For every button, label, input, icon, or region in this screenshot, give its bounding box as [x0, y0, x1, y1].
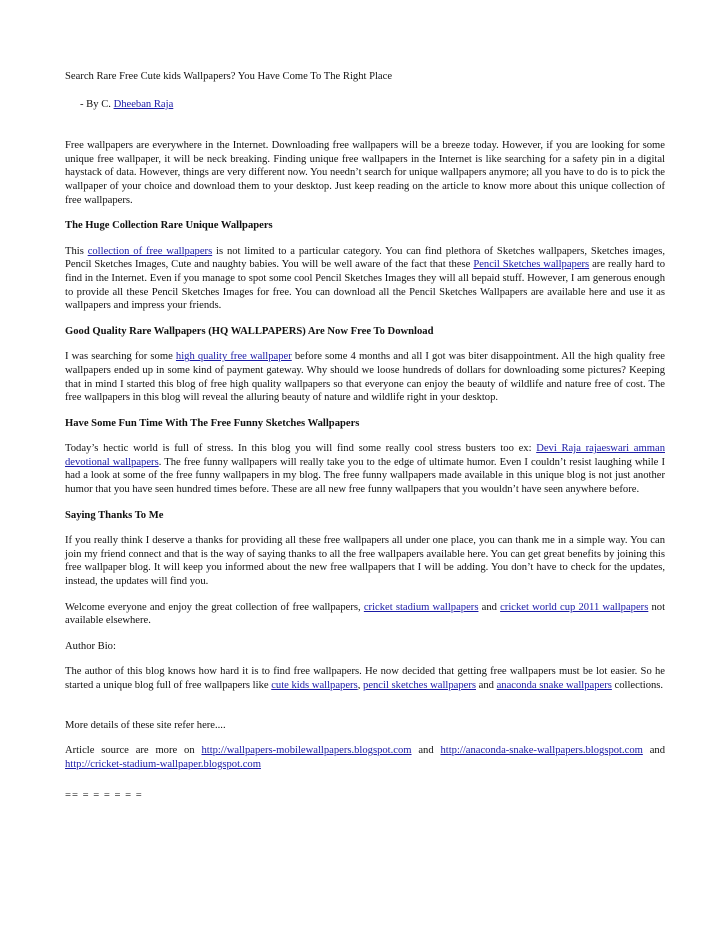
source-link-mobile[interactable]: http://wallpapers-mobilewallpapers.blogspot.com [201, 745, 412, 757]
quality-paragraph [65, 350, 665, 404]
section-heading-funny: Have Some Fun Time With The Free Funny Sketches Wallpapers [65, 417, 360, 429]
anaconda-link[interactable]: anaconda snake wallpapers [496, 680, 612, 691]
text-span: , [357, 680, 364, 691]
source-paragraph [65, 744, 665, 771]
document-title: Search Rare Free Cute kids Wallpapers? You Have Come To The Right Place [65, 71, 393, 82]
text-span: is not limited to a particular category. You can find plethora of Sketches wallpapers, Sketches images, Pencil Sketches Images, Cute and naughty babies. You will be well aware of the fact that these [65, 245, 665, 271]
author-bio-paragraph [65, 665, 665, 692]
welcome-paragraph [65, 601, 665, 628]
intro-paragraph: Free wallpapers are everywhere in the Internet. Downloading free wallpapers will be a breeze today. However, if you are looking for some unique free wallpaper, it will be neck breaking. Finding unique free wallpapers in the Internet is like searching for a safety pin in a digital haystack of data. However, things are very different now. You needn’t search for unique wallpapers anymore; all you have to do is to pick the wallpaper of your choice and download them to your desktop. Just keep reading on the article to know more about this unique collection of free wallpapers. [65, 140, 665, 206]
high-quality-link[interactable]: high quality free wallpaper [175, 351, 292, 363]
funny-paragraph [65, 442, 665, 496]
source-link-cricket[interactable]: http://cricket-stadium-wallpaper.blogspot.com [65, 758, 261, 770]
spacer [65, 705, 665, 719]
collection-paragraph [65, 245, 665, 313]
more-details: More details of these site refer here.... [65, 719, 226, 731]
text-span: . The free funny wallpapers will really take you to the edge of ultimate humor. Even I couldn’t resist laughing while I had a look at some of the free funny wallpapers in my blog. The free funny wallpapers made available in this unique blog is not just another humor that you have seen hundred times before. These are all new free funny wallpapers that you wouldn’t have seen anywhere before. [65, 456, 665, 496]
text-span: collections. [611, 680, 664, 691]
document-page [65, 70, 665, 803]
source-link-anaconda[interactable]: http://anaconda-snake-wallpapers.blogspot.com [440, 745, 643, 757]
text-span: This [65, 245, 88, 257]
text-span: and [475, 680, 497, 691]
section-heading-collection: The Huge Collection Rare Unique Wallpapers [65, 220, 273, 232]
section-heading-thanks: Saying Thanks To Me [65, 509, 164, 521]
cricket-world-cup-link[interactable]: cricket world cup 2011 wallpapers [500, 601, 649, 613]
pencil-sketches-wallpapers-link[interactable]: pencil sketches wallpapers [363, 680, 476, 691]
byline-prefix: - By C. [80, 98, 114, 110]
text-span: not available elsewhere. [65, 601, 666, 627]
devotional-link[interactable]: Devi Raja rajaeswari amman devotional wallpapers [65, 443, 665, 468]
collection-link[interactable]: collection of free wallpapers [87, 245, 213, 257]
end-rule: == = = = = = = [65, 790, 143, 802]
pencil-sketches-link[interactable]: Pencil Sketches wallpapers [473, 259, 590, 271]
cricket-stadium-link[interactable]: cricket stadium wallpapers [363, 601, 479, 613]
thanks-paragraph: If you really think I deserve a thanks for providing all these free wallpapers all under one place, you can thank me in a simple way. You can join my friend connect and that is the way of saying thanks to all the free wallpapers available here. You can get great benefits by joining this free wallpaper blog. It will keep you informed about the new free wallpapers that I will be adding. You don’t have to check for the updates, instead, the updates will find you. [65, 535, 665, 588]
text-span: are really hard to find in the Internet. Even if you manage to spot some cool Pencil Sketches Images they will all bepaid stuff. However, I am generous enough to provide all these Pencil Sketches Images for free. You can download all the Pencil Sketches Wallpapers are available here and use it as wallpapers and impress your friends. [65, 259, 665, 312]
text-span: before some 4 months and all I got was biter disappointment. All the high quality free wallpapers ended up in some kind of payment gateway. Why should we loose hundreds of dollars for downloading some pictures? Keeping that in mind I started this blog of free high quality wallpapers so that everyone can enjoy the beauty of wildlife and nature free of cost. The free wallpapers in this blog will reveal the alluring beauty of nature and wildlife right in your desktop. [65, 351, 665, 404]
author-bio-label: Author Bio: [65, 640, 116, 652]
text-span: I was searching for some [65, 351, 176, 363]
byline [80, 98, 665, 112]
text-span: Welcome everyone and enjoy the great collection of free wallpapers, [65, 601, 364, 613]
author-link[interactable]: Dheeban Raja [113, 98, 174, 110]
text-span: and [478, 601, 501, 613]
text-span: and [642, 745, 665, 757]
text-span: Today’s hectic world is full of stress. In this blog you will find some really cool stress busters too ex: [65, 443, 537, 455]
text-span: Article source are more on [65, 745, 202, 757]
cute-kids-link[interactable]: cute kids wallpapers [271, 680, 358, 691]
section-heading-quality: Good Quality Rare Wallpapers (HQ WALLPAPERS) Are Now Free To Download [65, 325, 434, 337]
text-span: and [411, 745, 441, 757]
text-span: The author of this blog knows how hard it is to find free wallpapers. He now decided that getting free wallpapers must be lot easier. So he started a unique blog full of free wallpapers like [65, 666, 665, 691]
